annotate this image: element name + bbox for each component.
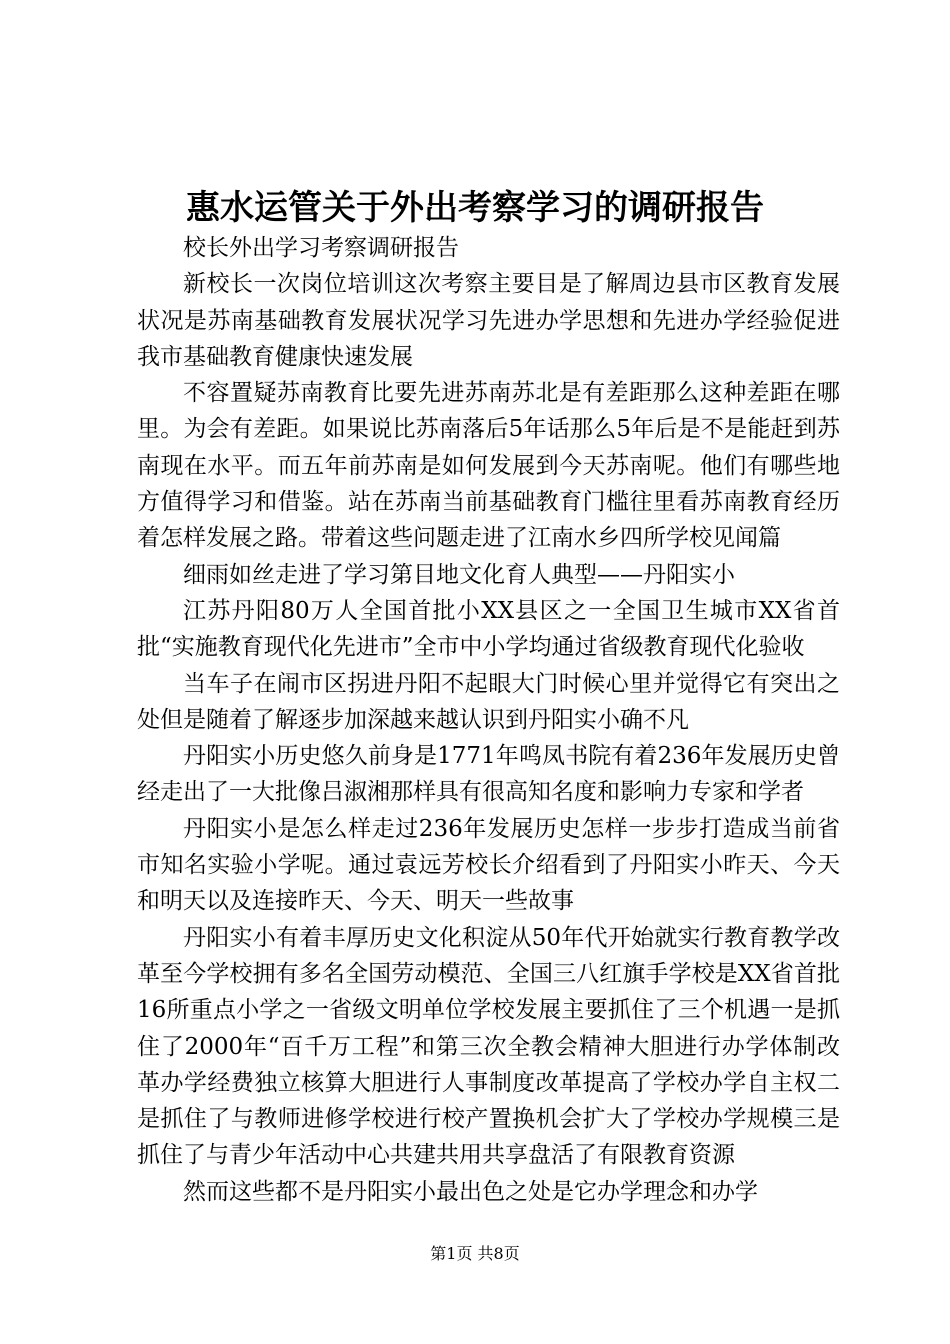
paragraph: 当车子在闹市区拐进丹阳不起眼大门时候心里并觉得它有突出之处但是随着了解逐步加深越来越认识到丹阳实小确不凡 — [137, 670, 840, 733]
paragraph: 然而这些都不是丹阳实小最出色之处是它办学理念和办学 — [183, 1178, 758, 1205]
page-footer: 第1页 共8页 — [430, 1244, 520, 1263]
paragraph: 丹阳实小是怎么样走过236年发展历史怎样一步步打造成当前省市知名实验小学呢。通过袁远芳校长介绍看到了丹阳实小昨天、今天和明天以及连接昨天、今天、明天一些故事 — [137, 815, 840, 915]
paragraph: 丹阳实小有着丰厚历史文化积淀从50年代开始就实行教育教学改革至今学校拥有多名全国劳动模范、全国三八红旗手学校是XX省首批16所重点小学之一省级文明单位学校发展主要抓住了三个机遇一是抓住了2000年“百千万工程”和第三次全教会精神大胆进行办学体制改革办学经费独立核算大胆进行人事制度改革提高了学校办学自主权二是抓住了与教师进修学校进行校产置换机会扩大了学校办学规模三是抓住了与青少年活动中心共建共用共享盘活了有限教育资源 — [137, 924, 840, 1169]
paragraph: 不容置疑苏南教育比要先进苏南苏北是有差距那么这种差距在哪里。为会有差距。如果说比苏南落后5年话那么5年后是不是能赶到苏南现在水平。而五年前苏南是如何发展到今天苏南呢。他们有哪些地方值得学习和借鉴。站在苏南当前基础教育门槛往里看苏南教育经历着怎样发展之路。带着这些问题走进了江南水乡四所学校见闻篇 — [137, 380, 840, 552]
paragraph: 细雨如丝走进了学习第目地文化育人典型——丹阳实小 — [183, 561, 735, 588]
paragraph: 丹阳实小历史悠久前身是1771年鸣凤书院有着236年发展历史曾经走出了一大批像吕淑湘那样具有很高知名度和影响力专家和学者 — [137, 743, 840, 806]
paragraph: 校长外出学习考察调研报告 — [183, 235, 459, 261]
paragraph: 新校长一次岗位培训这次考察主要目是了解周边县市区教育发展状况是苏南基础教育发展状况学习先进办学思想和先进办学经验促进我市基础教育健康快速发展 — [137, 271, 840, 370]
paragraph: 江苏丹阳80万人全国首批小XX县区之一全国卫生城市XX省首批“实施教育现代化先进市”全市中小学均通过省级教育现代化验收 — [137, 597, 840, 661]
document-title: 惠水运管关于外出考察学习的调研报告 — [186, 188, 764, 228]
document-body — [137, 230, 840, 1210]
